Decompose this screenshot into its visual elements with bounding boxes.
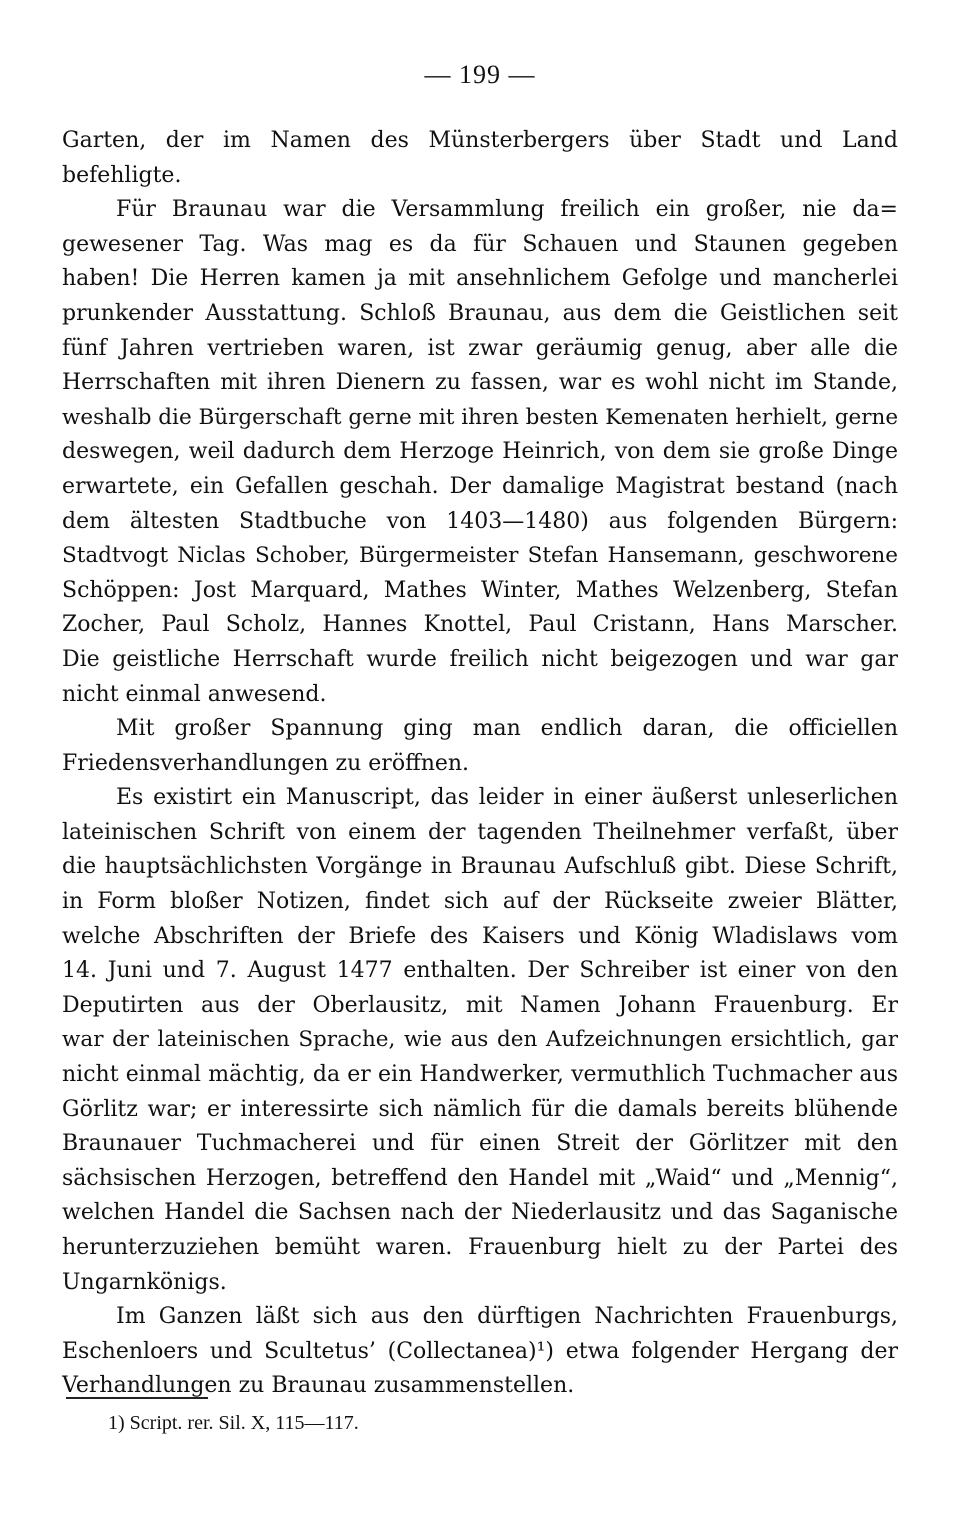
text-line: deswegen, weil dadurch dem Herzoge Heinrich, von dem sie große Dinge [62,439,898,465]
text-line: haben! Die Herren kamen ja mit ansehnlichem Gefolge und mancherlei [62,266,898,292]
text-line: Stadtvogt Niclas Schober, Bürgermeister Stefan Hansemann, geschworene [62,543,898,569]
footnote: 1) Script. rer. Sil. X, 115—117. [108,1412,359,1434]
body-text [62,124,898,1404]
text-line: welche Abschriften der Briefe des Kaisers und König Wladislaws vom [62,923,898,949]
text-line: Verhandlungen zu Braunau zusammenstellen. [62,1373,575,1399]
text-line: Herrschaften mit ihren Dienern zu fassen, war es wohl nicht im Stande, [62,370,898,396]
text-line: lateinischen Schrift von einem der tagenden Theilnehmer verfaßt, über [62,819,898,845]
text-line: prunkender Ausstattung. Schloß Braunau, aus dem die Geistlichen seit [62,300,898,326]
text-line: Deputirten aus der Oberlausitz, mit Namen Johann Frauenburg. Er [62,992,898,1018]
text-line: Braunauer Tuchmacherei und für einen Streit der Görlitzer mit den [62,1131,898,1157]
text-line: sächsischen Herzogen, betreffend den Handel mit „Waid“ und „Mennig“, [62,1165,898,1191]
text-line: fünf Jahren vertrieben waren, ist zwar geräumig genug, aber alle die [62,335,898,361]
text-line: die hauptsächlichsten Vorgänge in Braunau Aufschluß gibt. Diese Schrift, [62,854,898,880]
text-line: erwartete, ein Gefallen geschah. Der damalige Magistrat bestand (nach [62,473,898,499]
text-line: herunterzuziehen bemüht waren. Frauenburg hielt zu der Partei des [62,1235,898,1260]
text-line: 14. Juni und 7. August 1477 enthalten. Der Schreiber ist einer von den [62,958,898,984]
text-line: Friedensverhandlungen zu eröffnen. [62,750,470,776]
text-line: in Form bloßer Notizen, findet sich auf der Rückseite zweier Blätter, [62,889,898,915]
text-line: Die geistliche Herrschaft wurde freilich nicht beigezogen und war gar [62,646,898,672]
text-line: dem ältesten Stadtbuche von 1403—1480) aus folgenden Bürgern: [62,508,898,534]
text-line: Zocher, Paul Scholz, Hannes Knottel, Paul Cristann, Hans Marscher. [62,612,898,638]
text-line: Garten, der im Namen des Münsterbergers über Stadt und Land [62,128,898,153]
text-line: Eschenloers und Scultetus’ (Collectanea)¹) etwa folgender Hergang der [62,1338,898,1364]
text-line: Im Ganzen läßt sich aus den dürftigen Nachrichten Frauenburgs, [116,1304,898,1330]
text-line: nicht einmal mächtig, da er ein Handwerker, vermuthlich Tuchmacher aus [62,1062,898,1088]
text-line: Mit großer Spannung ging man endlich daran, die officiellen [116,716,898,742]
text-line: Schöppen: Jost Marquard, Mathes Winter, Mathes Welzenberg, Stefan [62,577,898,603]
text-line: Es existirt ein Manuscript, das leider in einer äußerst unleserlichen [116,785,898,811]
text-line: welchen Handel die Sachsen nach der Niederlausitz und das Saganische [62,1200,898,1226]
text-line: Ungarnkönigs. [62,1269,227,1295]
page-number: — 199 — [424,60,536,89]
text-line: gewesener Tag. Was mag es da für Schauen und Staunen gegeben [62,231,898,257]
text-line: nicht einmal anwesend. [62,681,327,707]
text-line: weshalb die Bürgerschaft gerne mit ihren besten Kemenaten herhielt, gerne [62,404,898,430]
text-line: Görlitz war; er interessirte sich nämlich für die damals bereits blühende [62,1096,898,1122]
footnote-divider [66,1397,208,1399]
text-line: befehligte. [62,162,182,188]
text-line: Für Braunau war die Versammlung freilich ein großer, nie da= [116,197,898,223]
text-line: war der lateinischen Sprache, wie aus den Aufzeichnungen ersichtlich, gar [62,1027,898,1053]
